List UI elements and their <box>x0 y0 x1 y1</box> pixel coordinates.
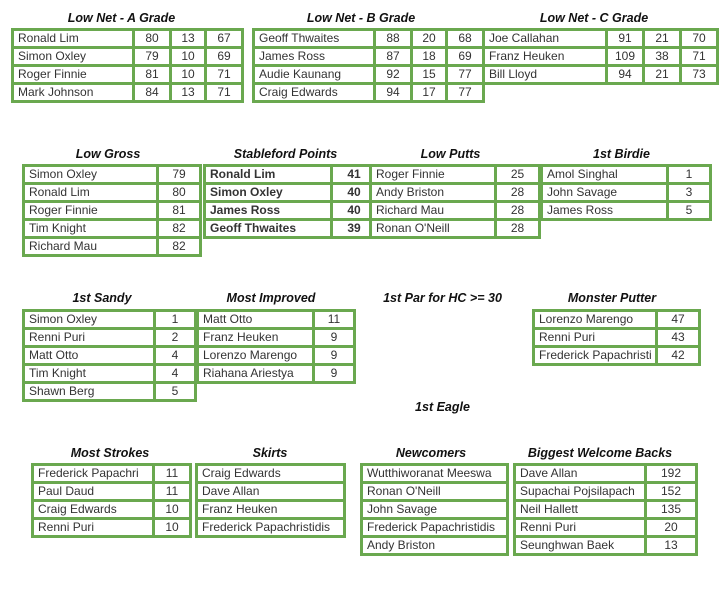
table-row <box>34 484 189 499</box>
table-row <box>206 203 375 218</box>
player-name-cell: Renni Puri <box>25 330 153 345</box>
score-cell: 4 <box>156 366 194 381</box>
table-row <box>198 502 343 517</box>
player-name-cell: Renni Puri <box>34 520 152 535</box>
player-name-cell: Dave Allan <box>198 484 343 499</box>
player-name-cell: Bill Lloyd <box>485 67 605 82</box>
table-row <box>363 502 506 517</box>
score-cell: 135 <box>647 502 695 517</box>
most-strokes-table <box>31 463 192 538</box>
low-net-a-grid <box>11 28 244 103</box>
score-cell: 11 <box>315 312 353 327</box>
table-row <box>25 185 199 200</box>
player-name-cell: Ronan O'Neill <box>372 221 494 236</box>
low-net-b-title: Low Net - B Grade <box>306 11 416 25</box>
player-name-cell: Simon Oxley <box>25 167 156 182</box>
player-name-cell: Andy Briston <box>372 185 494 200</box>
player-name-cell: Richard Mau <box>372 203 494 218</box>
table-row <box>198 466 343 481</box>
table-row <box>535 348 698 363</box>
table-row <box>199 312 353 327</box>
score-cell: 82 <box>159 239 199 254</box>
table-row <box>372 203 538 218</box>
score-cell: 79 <box>135 49 169 64</box>
newcomers-table <box>360 463 509 556</box>
player-name-cell: Lorenzo Marengo <box>199 348 312 363</box>
player-name-cell: Joe Callahan <box>485 31 605 46</box>
table-row <box>363 520 506 535</box>
first-birdie-table <box>540 164 712 221</box>
player-name-cell: Riahana Ariestya <box>199 366 312 381</box>
player-name-cell: Richard Mau <box>25 239 156 254</box>
table-row <box>543 203 709 218</box>
welcome-backs-title: Biggest Welcome Backs <box>527 446 673 460</box>
first-par-title: 1st Par for HC >= 30 <box>383 291 502 305</box>
table-row <box>25 312 194 327</box>
table-row <box>199 330 353 345</box>
player-name-cell: Simon Oxley <box>206 185 330 200</box>
score-cell: 21 <box>645 31 679 46</box>
score-cell: 192 <box>647 466 695 481</box>
monster-putter-grid <box>532 309 701 366</box>
score-cell: 9 <box>315 348 353 363</box>
table-row <box>516 484 695 499</box>
player-name-cell: Craig Edwards <box>34 502 152 517</box>
first-sandy-table <box>22 309 197 402</box>
player-name-cell: Andy Briston <box>363 538 506 553</box>
table-row <box>25 384 194 399</box>
first-birdie-title: 1st Birdie <box>593 147 650 161</box>
player-name-cell: Roger Finnie <box>25 203 156 218</box>
skirts-title: Skirts <box>252 446 288 460</box>
player-name-cell: Frederick Papachri <box>34 466 152 481</box>
player-name-cell: Matt Otto <box>25 348 153 363</box>
player-name-cell: Franz Heuken <box>199 330 312 345</box>
score-cell: 73 <box>682 67 716 82</box>
player-name-cell: Neil Hallett <box>516 502 644 517</box>
player-name-cell: Renni Puri <box>516 520 644 535</box>
score-cell: 1 <box>669 167 709 182</box>
player-name-cell: Amol Singhal <box>543 167 666 182</box>
table-row <box>372 221 538 236</box>
score-cell: 71 <box>207 85 241 100</box>
score-cell: 20 <box>647 520 695 535</box>
table-row <box>14 31 241 46</box>
score-cell: 1 <box>156 312 194 327</box>
table-row <box>543 167 709 182</box>
skirts-grid <box>195 463 346 538</box>
player-name-cell: Wutthiworanat Meeswa <box>363 466 506 481</box>
table-row <box>25 167 199 182</box>
score-cell: 43 <box>658 330 698 345</box>
score-cell: 91 <box>608 31 642 46</box>
score-cell: 94 <box>608 67 642 82</box>
score-cell: 21 <box>645 67 679 82</box>
score-cell: 71 <box>207 67 241 82</box>
most-strokes-grid <box>31 463 192 538</box>
newcomers-grid <box>360 463 509 556</box>
table-row <box>363 484 506 499</box>
score-cell: 13 <box>172 31 204 46</box>
monster-putter-title: Monster Putter <box>567 291 657 305</box>
player-name-cell: Roger Finnie <box>14 67 132 82</box>
table-row <box>198 484 343 499</box>
player-name-cell: Matt Otto <box>199 312 312 327</box>
score-cell: 13 <box>172 85 204 100</box>
player-name-cell: John Savage <box>363 502 506 517</box>
table-row <box>25 366 194 381</box>
score-cell: 9 <box>315 330 353 345</box>
player-name-cell: Geoff Thwaites <box>206 221 330 236</box>
score-cell: 10 <box>172 67 204 82</box>
player-name-cell: Frederick Papachristidis <box>363 520 506 535</box>
table-row <box>206 221 375 236</box>
monster-putter-table <box>532 309 701 366</box>
player-name-cell: Tim Knight <box>25 221 156 236</box>
first-birdie-grid <box>540 164 712 221</box>
score-cell: 10 <box>172 49 204 64</box>
table-row <box>363 538 506 553</box>
table-row <box>516 466 695 481</box>
score-cell: 80 <box>159 185 199 200</box>
score-cell: 82 <box>159 221 199 236</box>
player-name-cell: Dave Allan <box>516 466 644 481</box>
low-putts-title: Low Putts <box>420 147 481 161</box>
score-cell: 13 <box>647 538 695 553</box>
table-row <box>485 31 716 46</box>
player-name-cell: Ronald Lim <box>206 167 330 182</box>
player-name-cell: Tim Knight <box>25 366 153 381</box>
score-cell: 38 <box>645 49 679 64</box>
newcomers-title: Newcomers <box>395 446 467 460</box>
score-cell: 40 <box>333 203 375 218</box>
table-row <box>516 538 695 553</box>
score-cell: 28 <box>497 221 538 236</box>
most-improved-grid <box>196 309 356 384</box>
score-cell: 81 <box>159 203 199 218</box>
table-row <box>372 167 538 182</box>
player-name-cell: Supachai Pojsilapach <box>516 484 644 499</box>
player-name-cell: Renni Puri <box>535 330 655 345</box>
table-row <box>255 85 482 100</box>
skirts-table <box>195 463 346 538</box>
player-name-cell: Simon Oxley <box>14 49 132 64</box>
score-cell: 79 <box>159 167 199 182</box>
score-cell: 84 <box>135 85 169 100</box>
table-row <box>255 67 482 82</box>
score-cell: 40 <box>333 185 375 200</box>
score-cell: 77 <box>448 67 482 82</box>
player-name-cell: Lorenzo Marengo <box>535 312 655 327</box>
player-name-cell: Franz Heuken <box>485 49 605 64</box>
stableford-grid <box>203 164 378 239</box>
table-row <box>516 520 695 535</box>
score-cell: 3 <box>669 185 709 200</box>
low-net-a-title: Low Net - A Grade <box>67 11 176 25</box>
table-row <box>206 185 375 200</box>
stableford-title: Stableford Points <box>233 147 338 161</box>
table-row <box>206 167 375 182</box>
score-cell: 88 <box>376 31 410 46</box>
score-cell: 15 <box>413 67 445 82</box>
low-net-b-grid <box>252 28 485 103</box>
score-cell: 5 <box>669 203 709 218</box>
table-row <box>372 185 538 200</box>
score-cell: 71 <box>682 49 716 64</box>
table-row <box>199 366 353 381</box>
score-cell: 47 <box>658 312 698 327</box>
player-name-cell: James Ross <box>255 49 373 64</box>
player-name-cell: Simon Oxley <box>25 312 153 327</box>
table-row <box>14 67 241 82</box>
table-row <box>198 520 343 535</box>
low-gross-grid <box>22 164 202 257</box>
score-cell: 18 <box>413 49 445 64</box>
table-row <box>34 502 189 517</box>
table-row <box>485 49 716 64</box>
score-cell: 92 <box>376 67 410 82</box>
score-cell: 10 <box>155 520 189 535</box>
score-cell: 25 <box>497 167 538 182</box>
most-improved-table <box>196 309 356 384</box>
score-cell: 42 <box>658 348 698 363</box>
player-name-cell: Geoff Thwaites <box>255 31 373 46</box>
score-cell: 10 <box>155 502 189 517</box>
player-name-cell: Audie Kaunang <box>255 67 373 82</box>
welcome-backs-grid <box>513 463 698 556</box>
low-gross-title: Low Gross <box>75 147 141 161</box>
score-cell: 70 <box>682 31 716 46</box>
score-cell: 2 <box>156 330 194 345</box>
first-sandy-title: 1st Sandy <box>72 291 132 305</box>
player-name-cell: Roger Finnie <box>372 167 494 182</box>
table-row <box>25 348 194 363</box>
player-name-cell: Craig Edwards <box>255 85 373 100</box>
low-net-c-title: Low Net - C Grade <box>539 11 649 25</box>
low-net-c-table <box>482 28 719 85</box>
score-cell: 68 <box>448 31 482 46</box>
score-cell: 28 <box>497 203 538 218</box>
table-row <box>25 330 194 345</box>
table-row <box>14 85 241 100</box>
table-row <box>34 466 189 481</box>
player-name-cell: Ronald Lim <box>25 185 156 200</box>
table-row <box>543 185 709 200</box>
table-row <box>255 31 482 46</box>
score-cell: 77 <box>448 85 482 100</box>
score-cell: 69 <box>448 49 482 64</box>
score-cell: 152 <box>647 484 695 499</box>
score-cell: 87 <box>376 49 410 64</box>
table-row <box>25 239 199 254</box>
low-net-c-grid <box>482 28 719 85</box>
table-row <box>363 466 506 481</box>
player-name-cell: Franz Heuken <box>198 502 343 517</box>
most-improved-title: Most Improved <box>226 291 316 305</box>
low-net-a-table <box>11 28 244 103</box>
table-row <box>14 49 241 64</box>
player-name-cell: Frederick Papachristi <box>535 348 655 363</box>
score-cell: 17 <box>413 85 445 100</box>
player-name-cell: Ronald Lim <box>14 31 132 46</box>
score-cell: 69 <box>207 49 241 64</box>
table-row <box>25 203 199 218</box>
low-putts-grid <box>369 164 541 239</box>
score-cell: 4 <box>156 348 194 363</box>
player-name-cell: James Ross <box>543 203 666 218</box>
first-eagle-title: 1st Eagle <box>415 400 470 414</box>
player-name-cell: Mark Johnson <box>14 85 132 100</box>
table-row <box>25 221 199 236</box>
stableford-table <box>203 164 378 239</box>
score-cell: 9 <box>315 366 353 381</box>
player-name-cell: James Ross <box>206 203 330 218</box>
low-gross-table <box>22 164 202 257</box>
score-cell: 5 <box>156 384 194 399</box>
score-cell: 11 <box>155 466 189 481</box>
player-name-cell: Ronan O'Neill <box>363 484 506 499</box>
player-name-cell: Frederick Papachristidis <box>198 520 343 535</box>
low-putts-table <box>369 164 541 239</box>
score-cell: 81 <box>135 67 169 82</box>
table-row <box>199 348 353 363</box>
player-name-cell: Craig Edwards <box>198 466 343 481</box>
player-name-cell: Seunghwan Baek <box>516 538 644 553</box>
table-row <box>485 67 716 82</box>
score-cell: 67 <box>207 31 241 46</box>
player-name-cell: John Savage <box>543 185 666 200</box>
score-cell: 80 <box>135 31 169 46</box>
score-cell: 109 <box>608 49 642 64</box>
score-cell: 41 <box>333 167 375 182</box>
player-name-cell: Paul Daud <box>34 484 152 499</box>
score-cell: 28 <box>497 185 538 200</box>
most-strokes-title: Most Strokes <box>70 446 150 460</box>
welcome-backs-table <box>513 463 698 556</box>
score-cell: 11 <box>155 484 189 499</box>
score-cell: 39 <box>333 221 375 236</box>
score-cell: 94 <box>376 85 410 100</box>
table-row <box>255 49 482 64</box>
table-row <box>516 502 695 517</box>
first-sandy-grid <box>22 309 197 402</box>
low-net-b-table <box>252 28 485 103</box>
score-cell: 20 <box>413 31 445 46</box>
table-row <box>34 520 189 535</box>
player-name-cell: Shawn Berg <box>25 384 153 399</box>
table-row <box>535 312 698 327</box>
table-row <box>535 330 698 345</box>
